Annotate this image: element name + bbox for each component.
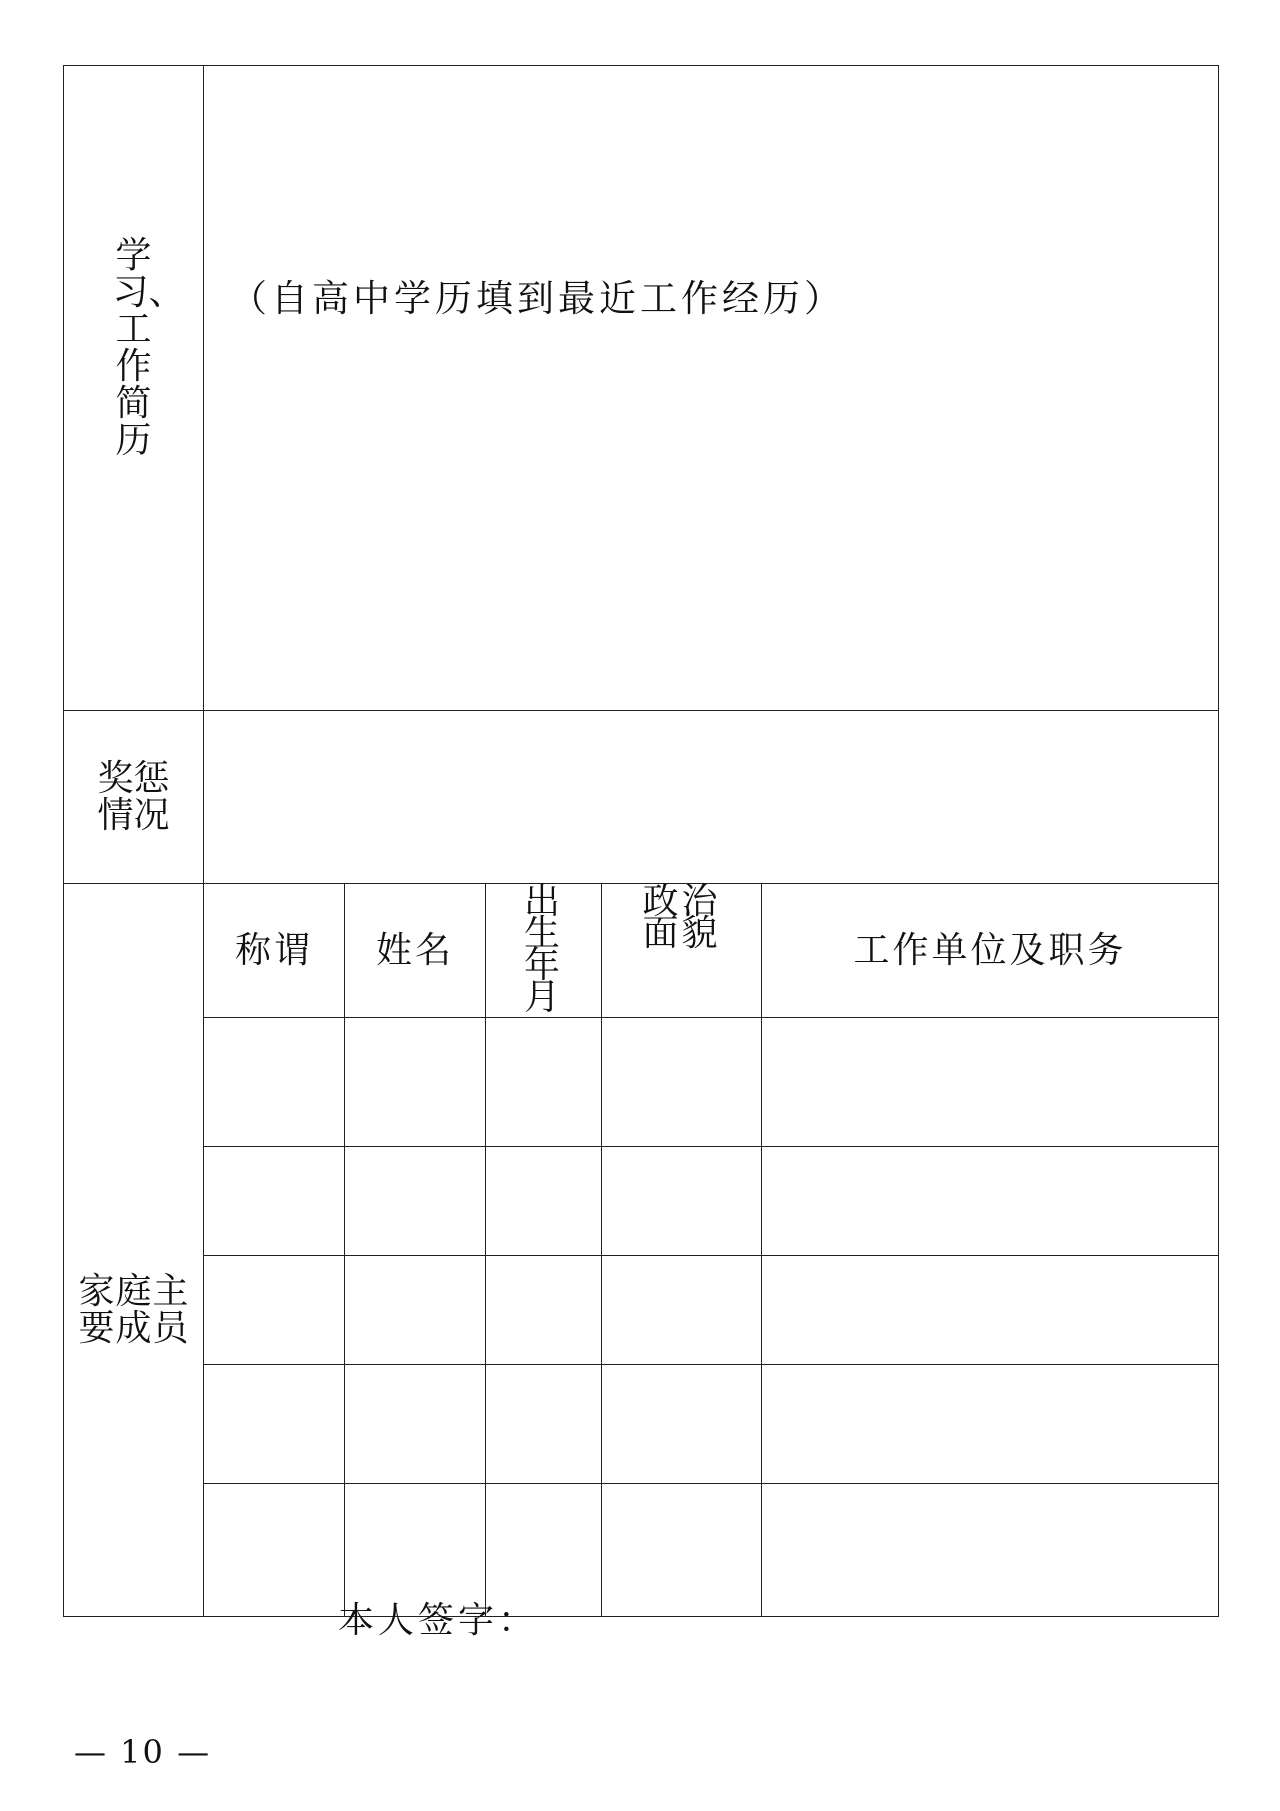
header-name	[345, 884, 486, 1018]
family-cell-political[interactable]	[602, 1017, 762, 1146]
study-work-label: 学习、工作简历	[112, 234, 185, 461]
page-number: — 10 —	[74, 1733, 212, 1771]
application-form-table	[63, 65, 1219, 1617]
family-cell-birth[interactable]	[486, 1017, 602, 1146]
family-cell-political[interactable]	[602, 1255, 762, 1364]
family-cell-employer[interactable]	[762, 1364, 1219, 1483]
study-work-hint: （自高中学历填到最近工作经历）	[230, 277, 845, 320]
family-row	[64, 1483, 1219, 1616]
family-header-row	[64, 884, 1219, 1018]
family-cell-political[interactable]	[602, 1146, 762, 1255]
family-row	[64, 1017, 1219, 1146]
header-birth	[486, 881, 602, 1018]
family-cell-political[interactable]	[602, 1364, 762, 1483]
study-work-content-cell[interactable]	[204, 66, 1219, 711]
family-row	[64, 1146, 1219, 1255]
study-work-label-cell	[64, 66, 204, 711]
awards-label-cell	[64, 711, 204, 884]
family-label-cell	[64, 884, 204, 1617]
header-political-status	[602, 881, 762, 1018]
header-employer-position	[762, 884, 1219, 1018]
family-cell-relation[interactable]	[204, 1255, 345, 1364]
family-cell-employer[interactable]	[762, 1017, 1219, 1146]
header-name-text: 姓名	[375, 929, 454, 971]
family-cell-employer[interactable]	[762, 1255, 1219, 1364]
family-cell-name[interactable]	[345, 1364, 486, 1483]
family-cell-relation[interactable]	[204, 1017, 345, 1146]
family-row	[64, 1255, 1219, 1364]
family-row	[64, 1364, 1219, 1483]
awards-content-cell[interactable]	[204, 711, 1219, 884]
header-employer-position-text: 工作单位及职务	[853, 929, 1127, 971]
family-cell-name[interactable]	[345, 1017, 486, 1146]
family-cell-name[interactable]	[345, 1255, 486, 1364]
family-cell-name[interactable]	[345, 1146, 486, 1255]
family-cell-relation[interactable]	[204, 1146, 345, 1255]
family-cell-political[interactable]	[602, 1483, 762, 1616]
family-cell-employer[interactable]	[762, 1483, 1219, 1616]
family-cell-relation[interactable]	[204, 1364, 345, 1483]
study-work-row	[64, 66, 1219, 711]
family-cell-birth[interactable]	[486, 1255, 602, 1364]
family-cell-birth[interactable]	[486, 1364, 602, 1483]
header-relation-text: 称谓	[234, 929, 313, 971]
awards-row	[64, 711, 1219, 884]
family-cell-birth[interactable]	[486, 1146, 602, 1255]
header-relation	[204, 884, 345, 1018]
family-label: 家庭主要成员	[78, 1270, 189, 1349]
family-cell-employer[interactable]	[762, 1146, 1219, 1255]
family-cell-relation[interactable]	[204, 1483, 345, 1616]
header-birth-text: 出生年月	[523, 881, 563, 1018]
signature-label: 本人签字：	[338, 1600, 539, 1641]
header-political-status-text: 政治面貌	[642, 881, 721, 954]
awards-label: 奖惩情况	[97, 757, 170, 836]
